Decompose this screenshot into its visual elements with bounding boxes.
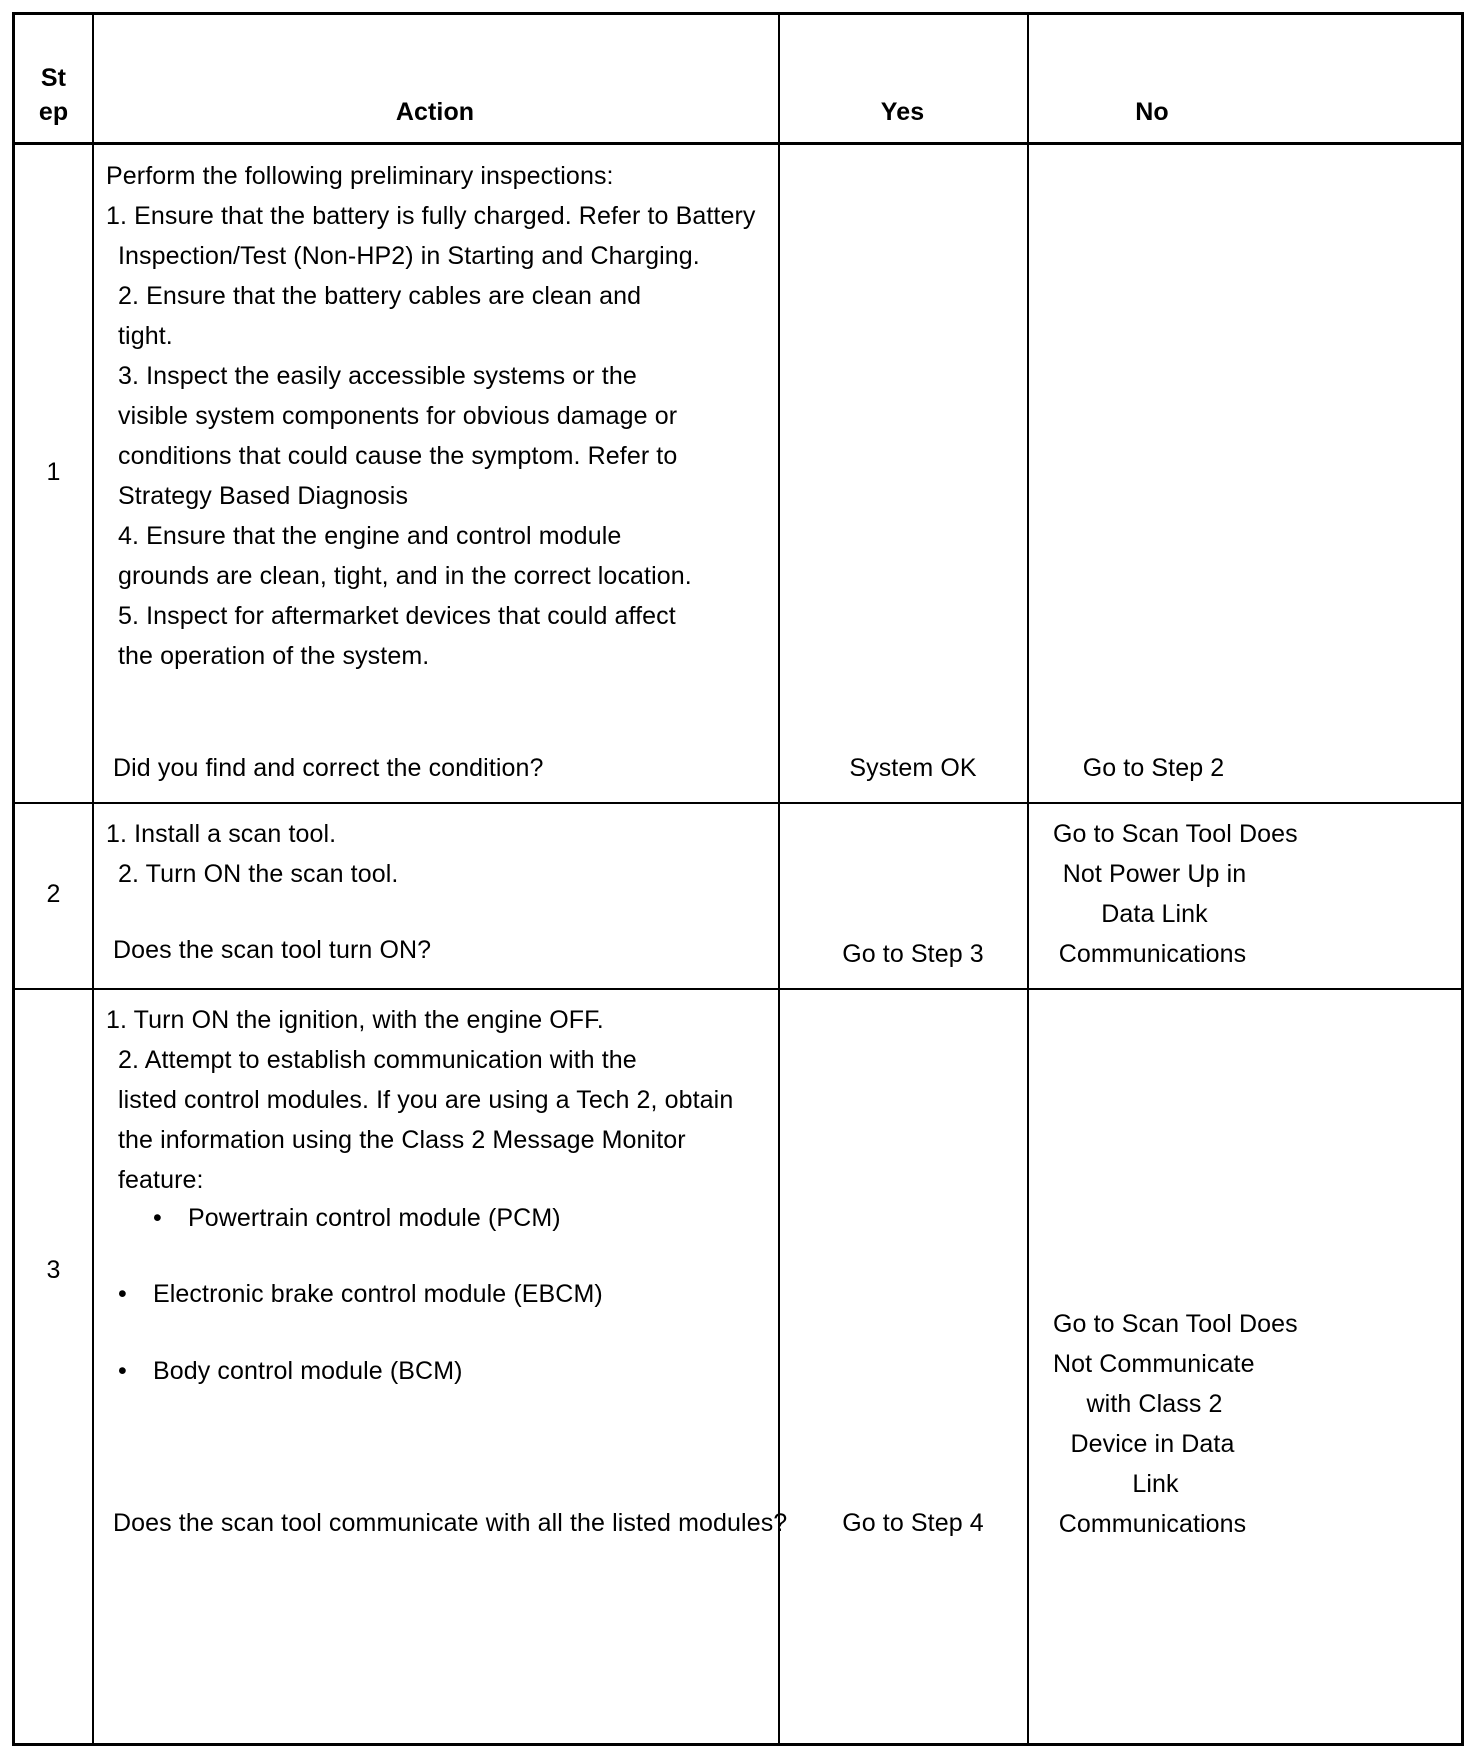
- bullet-dot: •: [153, 1204, 162, 1232]
- action-line: feature:: [118, 1166, 204, 1194]
- action-line: visible system components for obvious damage or: [118, 402, 678, 430]
- action-line: Perform the following preliminary inspections:: [106, 162, 614, 190]
- step-number: 3: [46, 1256, 61, 1284]
- bullet-item: Electronic brake control module (EBCM): [153, 1280, 603, 1308]
- header-step-line2: ep: [38, 98, 69, 126]
- action-line: 2. Attempt to establish communication with the: [118, 1046, 637, 1074]
- bullet-dot: •: [118, 1357, 127, 1385]
- header-divider: [15, 142, 1461, 145]
- header-action: Action: [395, 98, 475, 126]
- no-line: Data Link: [1101, 900, 1208, 928]
- no-line: Not Communicate: [1053, 1350, 1255, 1378]
- action-line: the information using the Class 2 Message Monitor: [118, 1126, 686, 1154]
- bullet-item: Body control module (BCM): [153, 1357, 463, 1385]
- action-question: Does the scan tool communicate with all the listed modules?: [113, 1509, 788, 1537]
- no-result: [1027, 1300, 1461, 1545]
- action-line: listed control modules. If you are using a Tech 2, obtain: [118, 1086, 734, 1114]
- no-line: Device in Data: [1070, 1430, 1235, 1458]
- action-line: 3. Inspect the easily accessible systems or the: [118, 362, 637, 390]
- action-line: 1. Ensure that the battery is fully charged. Refer to Battery: [106, 202, 756, 230]
- action-question: Does the scan tool turn ON?: [113, 936, 432, 964]
- no-line: Go to Scan Tool Does: [1053, 1310, 1298, 1338]
- header-yes: Yes: [880, 98, 925, 126]
- no-line: Communications: [1058, 940, 1247, 968]
- action-line: conditions that could cause the symptom. Refer to: [118, 442, 678, 470]
- column-divider: [778, 15, 780, 1743]
- action-line: Strategy Based Diagnosis: [118, 482, 409, 510]
- action-line: 2. Turn ON the scan tool.: [118, 860, 399, 888]
- step-number: 2: [46, 880, 61, 908]
- action-line: 1. Turn ON the ignition, with the engine OFF.: [106, 1006, 604, 1034]
- yes-result: System OK: [849, 754, 977, 782]
- no-line: Communications: [1058, 1510, 1247, 1538]
- no-result: Go to Step 2: [1082, 754, 1225, 782]
- bullet-dot: •: [118, 1280, 127, 1308]
- yes-result: Go to Step 3: [842, 940, 984, 968]
- action-line: 4. Ensure that the engine and control module: [118, 522, 622, 550]
- header-step: [15, 61, 92, 129]
- yes-result: Go to Step 4: [842, 1509, 984, 1537]
- action-line: grounds are clean, tight, and in the correct location.: [118, 562, 692, 590]
- action-line: Inspection/Test (Non-HP2) in Starting and Charging.: [118, 242, 700, 270]
- action-line: 5. Inspect for aftermarket devices that could affect: [118, 602, 676, 630]
- step-number: 1: [46, 458, 61, 486]
- no-result: [1027, 810, 1461, 980]
- action-line: tight.: [118, 322, 173, 350]
- row-divider: [15, 988, 1461, 990]
- header-step-line1: St: [40, 64, 67, 92]
- no-line: Link: [1132, 1470, 1179, 1498]
- column-divider: [92, 15, 94, 1743]
- no-line: Not Power Up in: [1062, 860, 1247, 888]
- no-line: Go to Scan Tool Does: [1053, 820, 1298, 848]
- bullet-item: Powertrain control module (PCM): [188, 1204, 561, 1232]
- header-no: No: [1135, 98, 1169, 126]
- action-line: 1. Install a scan tool.: [106, 820, 337, 848]
- row-divider: [15, 802, 1461, 804]
- no-line: with Class 2: [1086, 1390, 1223, 1418]
- action-line: 2. Ensure that the battery cables are clean and: [118, 282, 642, 310]
- action-line: the operation of the system.: [118, 642, 430, 670]
- action-question: Did you find and correct the condition?: [113, 754, 544, 782]
